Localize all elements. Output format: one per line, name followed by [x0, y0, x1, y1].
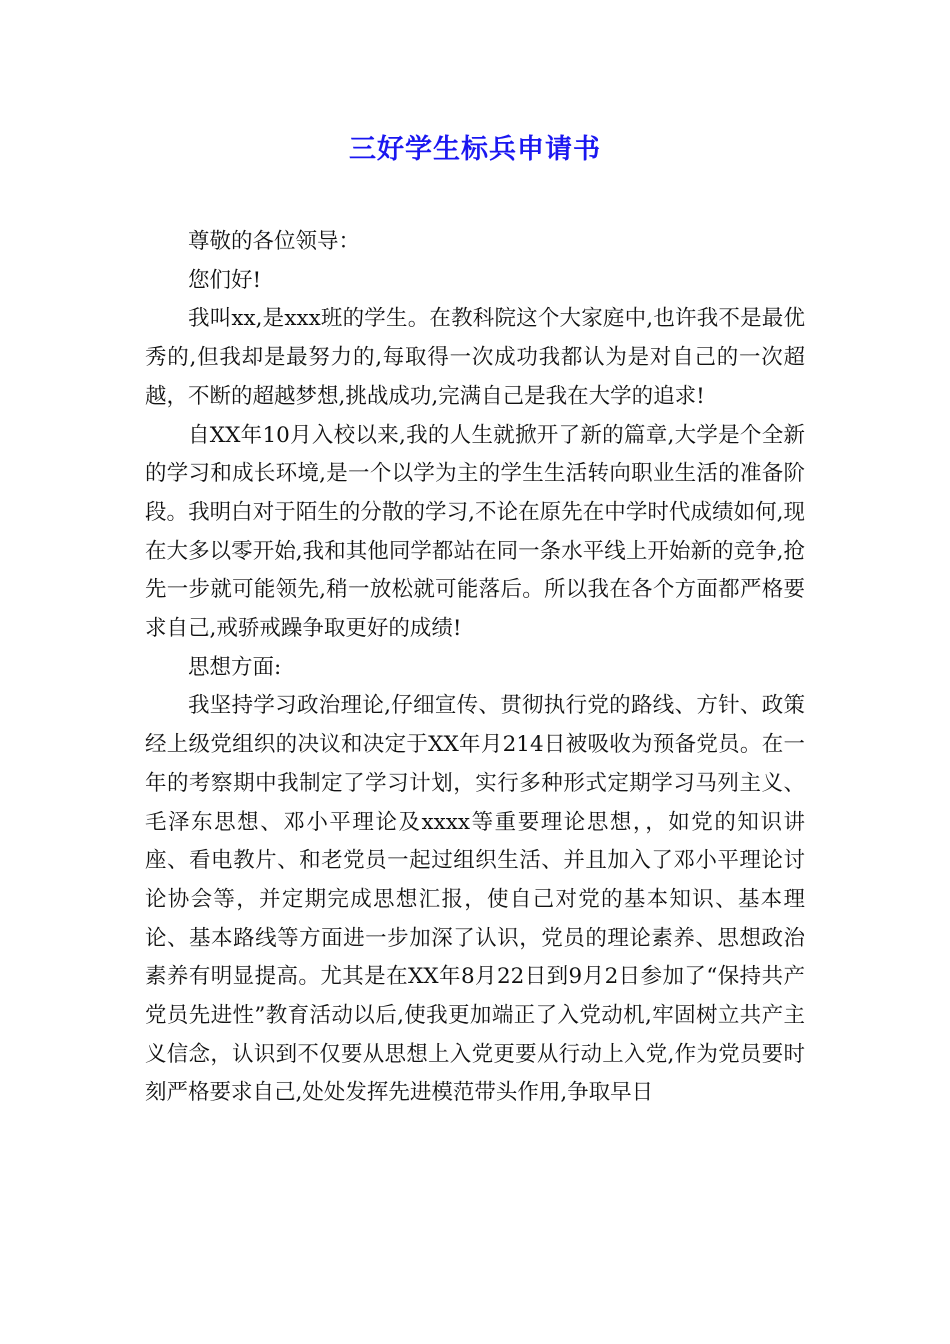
paragraph-intro: 我叫xx,是xxx班的学生。在教科院这个大家庭中,也许我不是最优秀的,但我却是最努力的,每取得一次成功我都认为是对自己的一次超越，不断的超越梦想,挑战成功,完满自己是我在大学的追求!: [145, 306, 805, 409]
document-body: [145, 223, 805, 1113]
paragraph-ideology: 我坚持学习政治理论,仔细宣传、贯彻执行党的路线、方针、政策经上级党组织的决议和决定于XX年月214日被吸收为预备党员。在一年的考察期中我制定了学习计划，实行多种形式定期学习马列主义、毛泽东思想、邓小平理论及xxxx等重要理论思想，，如党的知识讲座、看电教片、和老党员一起过组织生活、并且加入了邓小平理论讨论协会等，并定期完成思想汇报，使自己对党的基本知识、基本理论、基本路线等方面进一步加深了认识，党员的理论素养、思想政治素养有明显提高。尤其是在XX年8月22日到9月2日参加了“保持共产党员先进性”教育活动以后,使我更加端正了入党动机,牢固树立共产主义信念，认识到不仅要从思想上入党更要从行动上入党,作为党员要时刻严格要求自己,处处发挥先进模范带头作用,争取早日: [145, 693, 805, 1106]
greeting: 您们好!: [188, 267, 262, 293]
salutation: 尊敬的各位领导：: [188, 229, 361, 254]
paragraph-university: 自XX年10月入校以来,我的人生就掀开了新的篇章,大学是个全新的学习和成长环境,是一个以学为主的学生生活转向职业生活的准备阶段。我明白对于陌生的分散的学习,不论在原先在中学时代成绩如何,现在大多以零开始,我和其他同学都站在同一条水平线上开始新的竞争,抢先一步就可能领先,稍一放松就可能落后。所以我在各个方面都严格要求自己,戒骄戒躁争取更好的成绩!: [145, 422, 805, 642]
document-title: 三好学生标兵申请书: [349, 134, 601, 165]
section-heading-ideology: 思想方面:: [188, 654, 282, 680]
